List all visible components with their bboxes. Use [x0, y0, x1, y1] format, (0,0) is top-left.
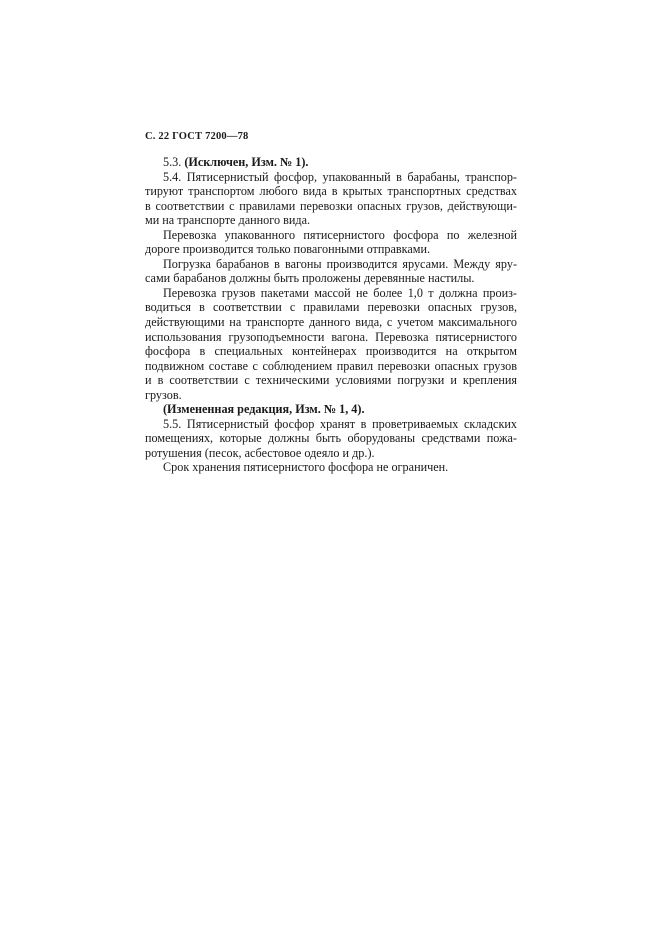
section-5-4-line: в соответствии с правилами перевозки опасных грузов, действующи- — [145, 198, 517, 213]
section-5-4-line: 5.4. Пятисернистый фосфор, упакованный в барабаны, транспор- — [163, 169, 517, 184]
packages-paragraph-line: водиться в соответствии с правилами перевозки опасных грузов, — [145, 300, 517, 315]
section-5-5-line: ротушения (песок, асбестовое одеяло и др.). — [145, 445, 375, 460]
section-5-4-line: тируют транспортом любого вида в крытых транспортных средствах — [145, 184, 517, 199]
packages-paragraph-line: действующими на транспорте данного вида, с учетом максимального — [145, 315, 517, 330]
transport-paragraph-line: Перевозка упакованного пятисернистого фосфора по железной — [163, 227, 517, 242]
transport-paragraph-line: дороге производится только повагонными отправками. — [145, 242, 431, 257]
section-5-3 — [145, 155, 517, 170]
section-5-5-line: 5.5. Пятисернистый фосфор хранят в проветриваемых складских — [163, 416, 517, 431]
packages-paragraph-line: использования грузоподъемности вагона. Перевозка пятисернистого — [145, 329, 517, 344]
packages-paragraph-line: Перевозка грузов пакетами массой не более 1,0 т должна произ- — [163, 285, 517, 300]
section-5-3-status: (Исключен, Изм. № 1). — [184, 155, 309, 169]
section-5-4-line: ми на транспорте данного вида. — [145, 213, 311, 228]
section-5-3-number: 5.3. — [163, 155, 182, 169]
page-header: С. 22 ГОСТ 7200—78 — [145, 131, 249, 142]
loading-paragraph-line: сами барабанов должны быть проложены деревянные настилы. — [145, 271, 475, 286]
loading-paragraph-line: Погрузка барабанов в вагоны производится ярусами. Между яру- — [163, 256, 517, 271]
packages-paragraph-line: и в соответствии с техническими условиями погрузки и крепления — [145, 373, 517, 388]
storage-paragraph: Срок хранения пятисернистого фосфора не ограничен. — [163, 460, 449, 475]
revision-note: (Измененная редакция, Изм. № 1, 4). — [163, 402, 365, 417]
packages-paragraph-line: грузов. — [145, 387, 182, 402]
document-body — [145, 155, 517, 475]
section-5-5-line: помещениях, которые должны быть оборудованы средствами пожа- — [145, 431, 517, 446]
packages-paragraph-line: подвижном составе с соблюдением правил перевозки опасных грузов — [145, 358, 517, 373]
packages-paragraph-line: фосфора в специальных контейнерах производится на открытом — [145, 344, 517, 359]
